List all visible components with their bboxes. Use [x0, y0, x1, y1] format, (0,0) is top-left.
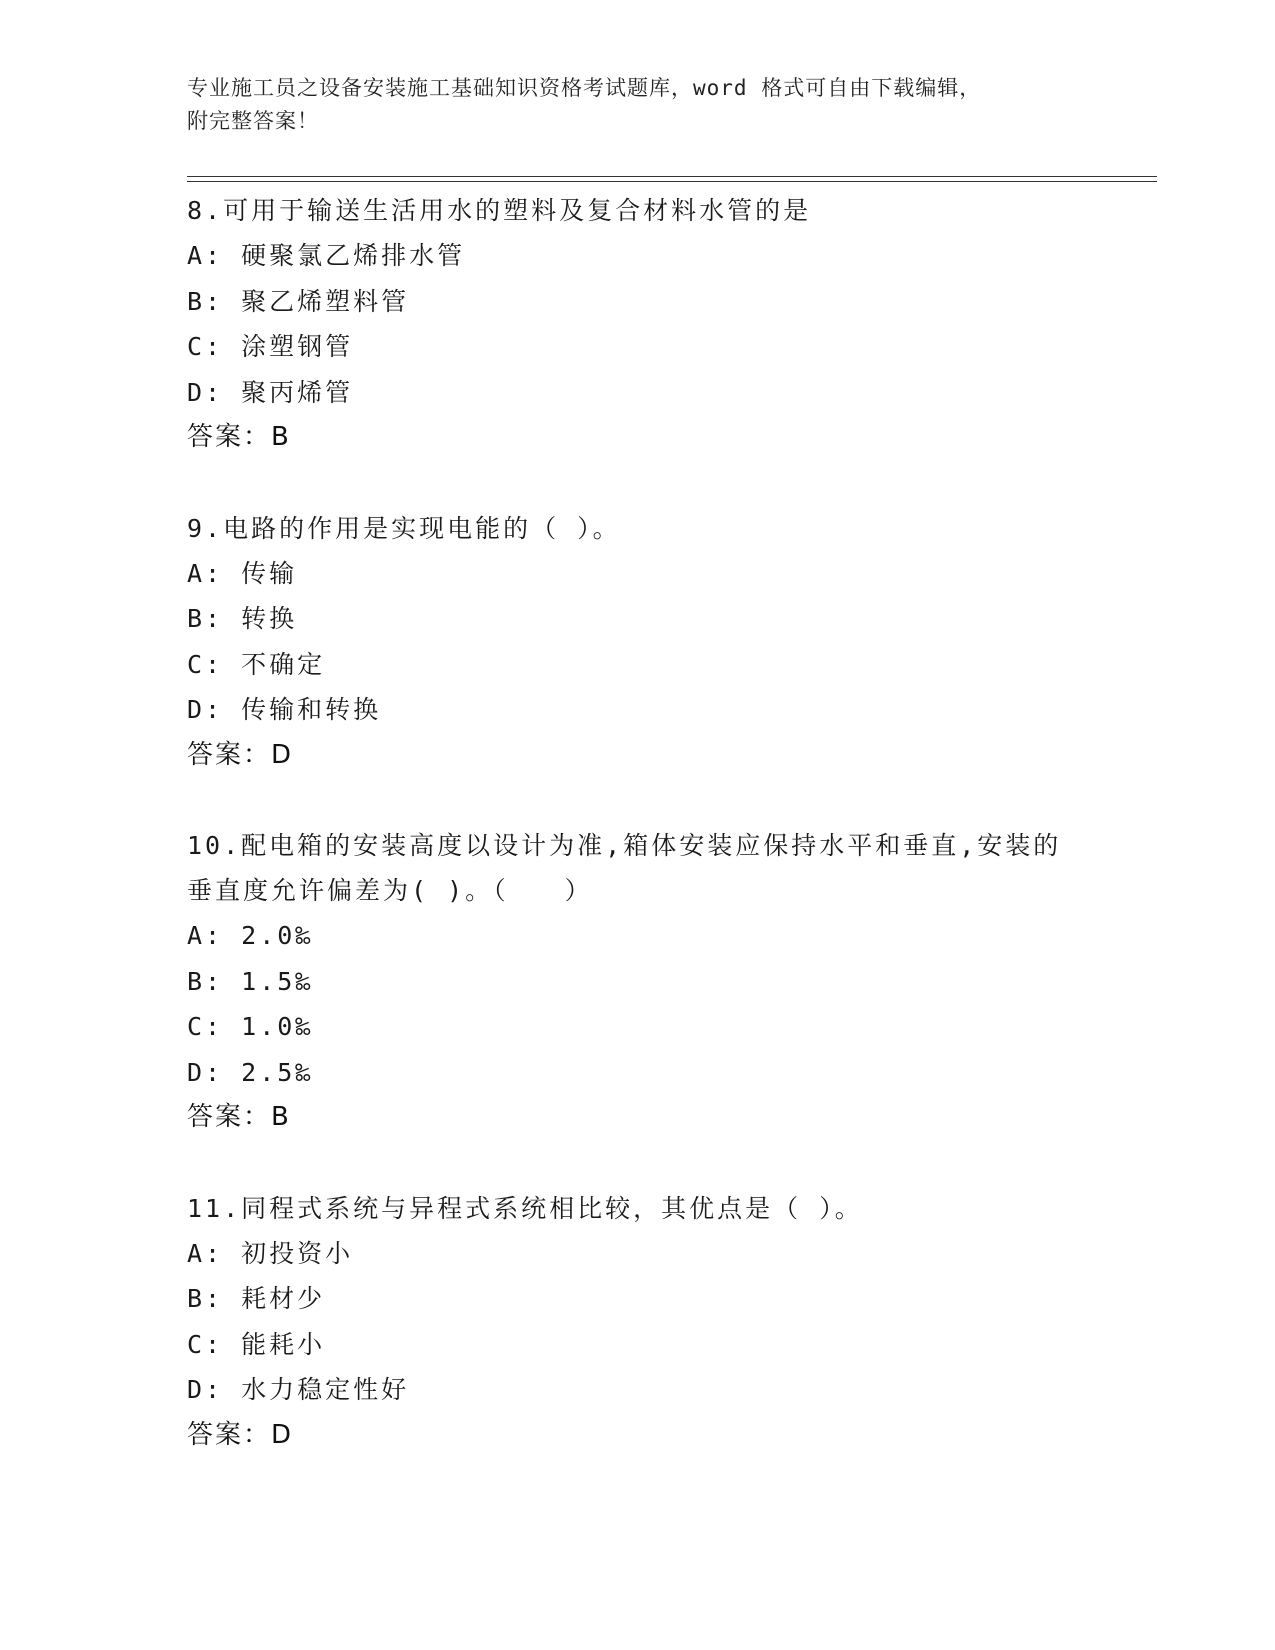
option-c: C: 不确定: [187, 649, 326, 679]
answer: 答案：D: [187, 1419, 294, 1450]
header-divider-top: [187, 176, 1157, 177]
option-c: C: 涂塑钢管: [187, 332, 354, 361]
option-b: B: 转换: [187, 604, 298, 633]
question-10: [187, 823, 1147, 1141]
question-spacer: [187, 1141, 1147, 1186]
option-a: A: 传输: [187, 558, 298, 588]
header-line-1: 专业施工员之设备安装施工基础知识资格考试题库，word 格式可自由下载编辑，: [187, 76, 982, 100]
option-a: A: 硬聚氯乙烯排水管: [187, 241, 466, 270]
option-b: B: 耗材少: [187, 1284, 326, 1313]
option-d: D: 2.5‰: [187, 1057, 314, 1087]
question-title: 9.电路的作用是实现电能的（ ）。: [187, 513, 621, 543]
answer: 答案：D: [187, 739, 294, 770]
answer: 答案：B: [187, 422, 291, 452]
option-b: B: 1.5‰: [187, 966, 314, 996]
option-d: D: 水力稳定性好: [187, 1375, 410, 1404]
question-title-line-1: 10.配电箱的安装高度以设计为准,箱体安装应保持水平和垂直,安装的: [187, 831, 1062, 860]
header-line-2: 附完整答案！: [187, 109, 319, 133]
question-list: [187, 188, 1147, 1458]
question-title: 8.可用于输送生活用水的塑料及复合材料水管的是: [187, 196, 812, 225]
question-spacer: [187, 461, 1147, 506]
option-b: B: 聚乙烯塑料管: [187, 286, 410, 316]
header-divider-bottom: [187, 181, 1157, 182]
option-d: D: 传输和转换: [187, 695, 382, 724]
option-d: D: 聚丙烯管: [187, 377, 354, 407]
option-c: C: 能耗小: [187, 1329, 326, 1359]
question-9: [187, 506, 1147, 779]
option-a: A: 初投资小: [187, 1238, 354, 1268]
question-title: 11.同程式系统与异程式系统相比较，其优点是（ ）。: [187, 1193, 863, 1223]
option-a: A: 2.0‰: [187, 921, 314, 950]
answer: 答案：B: [187, 1102, 291, 1132]
document-header: [187, 72, 1087, 138]
question-11: [187, 1186, 1147, 1459]
option-c: C: 1.0‰: [187, 1012, 314, 1041]
question-spacer: [187, 778, 1147, 823]
question-title-line-2: 垂直度允许偏差为( )。（ ）: [187, 876, 593, 905]
question-8: [187, 188, 1147, 461]
